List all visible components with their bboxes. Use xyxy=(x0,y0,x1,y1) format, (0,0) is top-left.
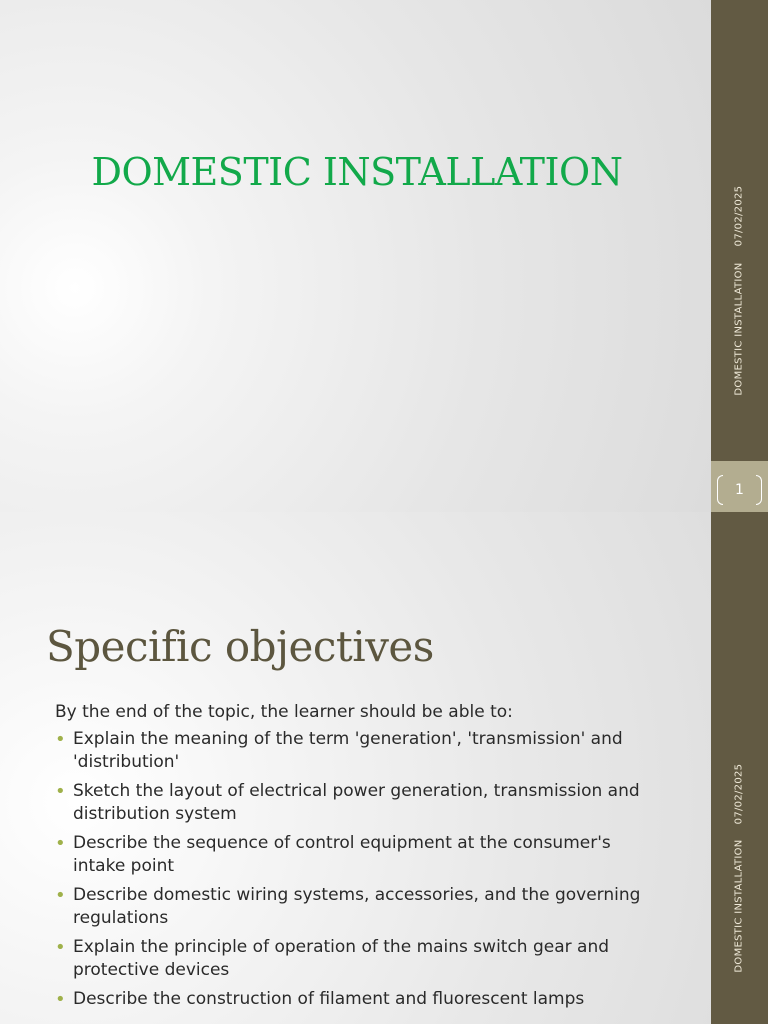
slide-title: DOMESTIC INSTALLATION xyxy=(91,150,623,194)
sidebar-footer: DOMESTIC INSTALLATION xyxy=(733,839,745,973)
slide-sidebar xyxy=(711,512,768,1024)
sidebar-date: 07/02/2025 xyxy=(733,185,745,247)
slide-number-box xyxy=(711,461,768,512)
objectives-list xyxy=(55,728,665,1017)
slide-2 xyxy=(0,512,768,1024)
sidebar-footer: DOMESTIC INSTALLATION xyxy=(733,262,745,396)
slide-heading: Specific objectives xyxy=(46,622,434,671)
slide-sidebar xyxy=(711,0,768,512)
list-item: • Explain the principle of operation of the mains switch gear and protective devices xyxy=(55,936,665,982)
sidebar-date: 07/02/2025 xyxy=(733,763,745,825)
list-item: • Sketch the layout of electrical power generation, transmission and distribution system xyxy=(55,780,665,826)
list-item: • Describe the construction of filament and fluorescent lamps xyxy=(55,988,665,1011)
list-item: • Describe the sequence of control equipment at the consumer's intake point xyxy=(55,832,665,878)
slide-number: 1 xyxy=(717,475,762,505)
list-item: • Describe domestic wiring systems, accessories, and the governing regulations xyxy=(55,884,665,930)
list-item: • Explain the meaning of the term 'generation', 'transmission' and 'distribution' xyxy=(55,728,665,774)
objectives-intro: By the end of the topic, the learner should be able to: xyxy=(55,702,513,722)
